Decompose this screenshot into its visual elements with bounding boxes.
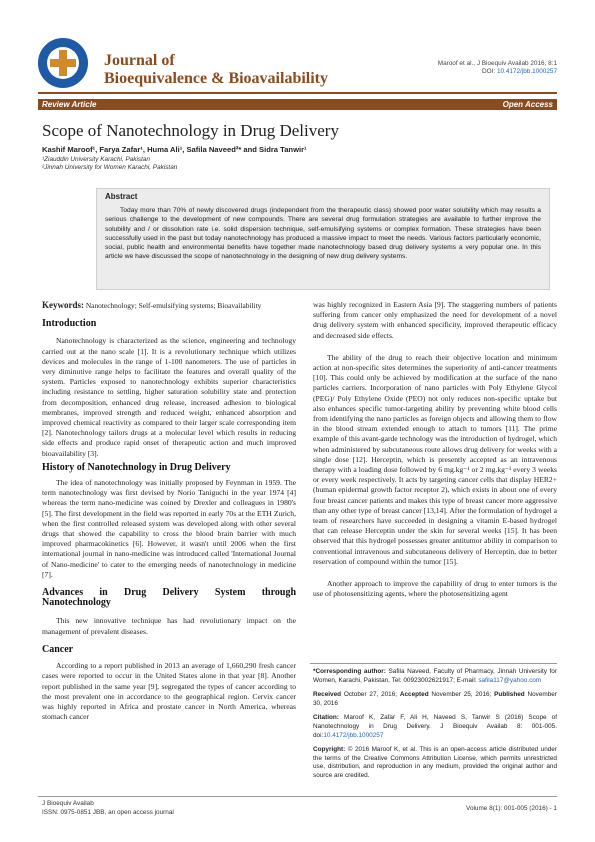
abstract-heading: Abstract bbox=[105, 192, 138, 201]
abstract-text: Today more than 70% of newly discovered drugs (independent from the therapeutic class) showed poor water solubility which may results a serious challenge to the development of new compounds. There are several drug formulation strategies are available to further improve the solubility and / or dissolution rate i.e. solid dispersion technique, self-emulsifying systems or complex formation. These strategies have been successfully used in the past but today nanotechnology has produced a massive impact to meet the needs. Various factors particularly economic, social, public health and environmental benefits have together made nanotechnology based drug delivery systems a very popular one. In this article we have discussed the scope of nanotechnology in the designing of new drug delivery systems. bbox=[105, 207, 541, 261]
footer-journal: J Bioequiv Availab bbox=[42, 800, 94, 807]
footnote-block bbox=[313, 668, 557, 781]
citation-label: Citation: bbox=[313, 714, 339, 722]
open-access-label: Open Access bbox=[502, 100, 553, 109]
header-doi bbox=[482, 68, 557, 75]
article-type-band bbox=[38, 99, 557, 110]
article-type-label: Review Article bbox=[42, 100, 97, 109]
heading-introduction: Introduction bbox=[42, 318, 97, 330]
affiliation-1: ¹Ziauddin University Karachi, Pakistan bbox=[42, 156, 150, 163]
accepted-label: Accepted bbox=[399, 691, 429, 699]
keywords-label: Keywords: bbox=[42, 300, 84, 310]
published-label: Published bbox=[494, 691, 525, 699]
citation-text: Maroof K, Zafar F, Ali H, Naveed S, Tanwir S (2016) Scope of Nanotechnology in Drug Delivery. J Bioequiv Availab 8: 001-005. doi: bbox=[313, 714, 557, 739]
heading-cancer: Cancer bbox=[42, 643, 74, 655]
copyright-line bbox=[313, 746, 557, 780]
citation-doi-link[interactable]: 10.4172/jbb.1000257 bbox=[323, 731, 384, 739]
footer-rule bbox=[38, 796, 557, 797]
doi-link[interactable]: 10.4172/jbb.1000257 bbox=[496, 68, 557, 75]
left-column bbox=[42, 300, 296, 722]
dates-line bbox=[313, 691, 557, 708]
paragraph-drug-targeting: The ability of the drug to reach their objective location and minimum action at non-specific sites determines the superiority of anti-cancer treatments [10]. This could only be achieved by modification at the surface of the nano particles carriers. Incorporation of nano particles with Poly Ethylene Glycol (PEG)/ Poly Ethylene Oxide (PEO) not only reduces non-specific uptake but also enhances specific tumor-targeting ability by preventing white blood cells from identifying the nano particles as foreign objects and allowing them to flow in the blood stream extended enough to attach to tumors [11]. The prime example of this avant-garde technology was the introduction of hydrogel, which when administered by subcutaneous route allows drug delivery for weeks with a single dose [12]. Herceptin, which is presently accepted as an intravenous therapy with a loading dose followed by 6 mg.kg⁻¹ or 2 mg.kg⁻¹ every 3 weeks or every week respectively. It acts by targeting cancer cells that display HER2+ (human epidermal growth factor receptor 2), which exists in about one of every four breast cancer patients and makes this type of breast cancer more aggressive than any other type of breast cancer [13,14]. After the formulation of hydrogel a team of researchers have succeeded in designing a vitamin E-based hydrogel that can release Herceptin under the skin for several weeks [15]. It has been observed that this hydrogel possesses greater antitumor ability in comparison to conventional intravenous and subcutaneous delivery of Herceptin, due to better reservation of compound within the tumor [15]. bbox=[313, 352, 557, 566]
header-rule bbox=[38, 92, 557, 94]
keywords bbox=[42, 300, 296, 311]
right-column bbox=[313, 300, 557, 599]
header-citation: Maroof et al., J Bioequiv Availab 2016, 8:1 bbox=[437, 60, 557, 67]
journal-title-line2: Bioequivalence & Bioavailability bbox=[104, 70, 329, 87]
heading-history: History of Nanotechnology in Drug Delivery bbox=[42, 461, 231, 473]
paragraph-photosensitizing: Another approach to improve the capability of drug to enter tumors is the use of photosensitizing agents, where the photosensitizing agent bbox=[313, 579, 557, 599]
citation-line bbox=[313, 714, 557, 740]
corresponding-text: Safila Naveed, Faculty of Pharmacy, Jinnah University for Women, Karachi, Pakistan, Tel: 00923002621917; E-mail: bbox=[313, 668, 557, 684]
accepted-date: November 25, 2016; bbox=[428, 691, 495, 699]
author-list: Kashif Maroof¹, Farya Zafar¹, Huma Ali¹, Safila Naveed²* and Sidra Tanwir¹ bbox=[42, 145, 307, 154]
paragraph-cancer: According to a report published in 2013 an average of 1,660,290 fresh cancer cases were reported to occur in the United States alone in that year [8]. Another report published in the same year [9], segregated the types of cancer according to the most prevalent one in accordance to the geographical region. Cervix cancer was highly reported in Africa and prostate cancer in North America, whereas stomach cancer bbox=[42, 661, 296, 722]
footer-volume: Volume 8(1): 001-005 (2016) - 1 bbox=[466, 805, 557, 812]
corresponding-author bbox=[313, 668, 557, 685]
email-link[interactable]: safila117@yahoo.com bbox=[478, 676, 542, 684]
doi-label: DOI: bbox=[482, 68, 496, 75]
paragraph-history: The idea of nanotechnology was initially proposed by Feynman in 1959. The term nanotechnology was first devised by Norio Taniguchi in the year 1974 [4] whereas the term nano-medicine was coined by Drexler and colleagues in 1980's [5]. The first development in the field was reported in early 70s at the ETH Zurich, when the first controlled released system was developed along with other several drugs that showed the capability to cross the blood brain barrier with much improved pharmacokinetics [6]. However, it wasn't until 2006 when the first international journal in nano-medicine was introduced called 'International Journal of Nano-medicine' to cater to the emerging needs of nanotechnology in medicine [7]. bbox=[42, 478, 296, 579]
keywords-text: Nanotechnology; Self-emulsifying systems; Bioavailability bbox=[84, 301, 262, 310]
paragraph-introduction: Nanotechnology is characterized as the science, engineering and technology carried out at the nano scale [1]. It is a revolutionary technique which utilizes devices and molecules in the range of 1-100 nanometers. The use of particles in very diminutive range helps to facilitate the features and overall quality of the system. Particles exposed to nanotechnology exhibits superior characteristics including resistance to settling, higher saturation solubility state and protection from decomposition, enhanced drug release, increased adhesion to biological membranes, improved strength and reduced weight, enhanced absorption and improved chemical reactivity as compared to their larger scale corresponding item [2]. Nanotechnology tailors drugs at a molecular level which results in reducing side effects and produce rapid onset of therapeutic action and much improved bioavailability [3]. bbox=[42, 336, 296, 458]
footer-issn: ISSN: 0975-0851 JBB, an open access journal bbox=[42, 809, 174, 816]
received-date: October 27, 2016; bbox=[341, 691, 400, 699]
journal-title-line1: Journal of bbox=[104, 52, 175, 69]
article-title: Scope of Nanotechnology in Drug Delivery bbox=[42, 121, 339, 140]
corresponding-label: *Corresponding author: bbox=[313, 668, 386, 675]
paragraph-cancer-continued: was highly recognized in Eastern Asia [9]. The staggering numbers of patients suffering from cancer only emphasized the need for development of a novel drug delivery system with enhanced specificity, improved therapeutic efficacy and decreased side effects. bbox=[313, 300, 557, 340]
published-date: November 30, 2016 bbox=[313, 691, 557, 707]
received-label: Received bbox=[313, 691, 342, 699]
paragraph-advances: This new innovative technique has had revolutionary impact on the management of prevalent diseases. bbox=[42, 616, 296, 636]
affiliation-2: ²Jinnah University for Women Karachi, Pakistan bbox=[42, 164, 178, 171]
copyright-label: Copyright: bbox=[313, 746, 346, 754]
abstract-box bbox=[96, 188, 550, 290]
footnote-rule bbox=[310, 663, 557, 664]
heading-advances: Advances in Drug Delivery System through Nanotechnology bbox=[42, 587, 296, 609]
journal-logo bbox=[38, 38, 88, 88]
copyright-text: © 2016 Maroof K, et al. This is an open-access article distributed under the terms of the Creative Commons Attribution License, which permits unrestricted use, distribution, and reproduction in any medium, provided the original author and source are credited. bbox=[313, 746, 557, 779]
